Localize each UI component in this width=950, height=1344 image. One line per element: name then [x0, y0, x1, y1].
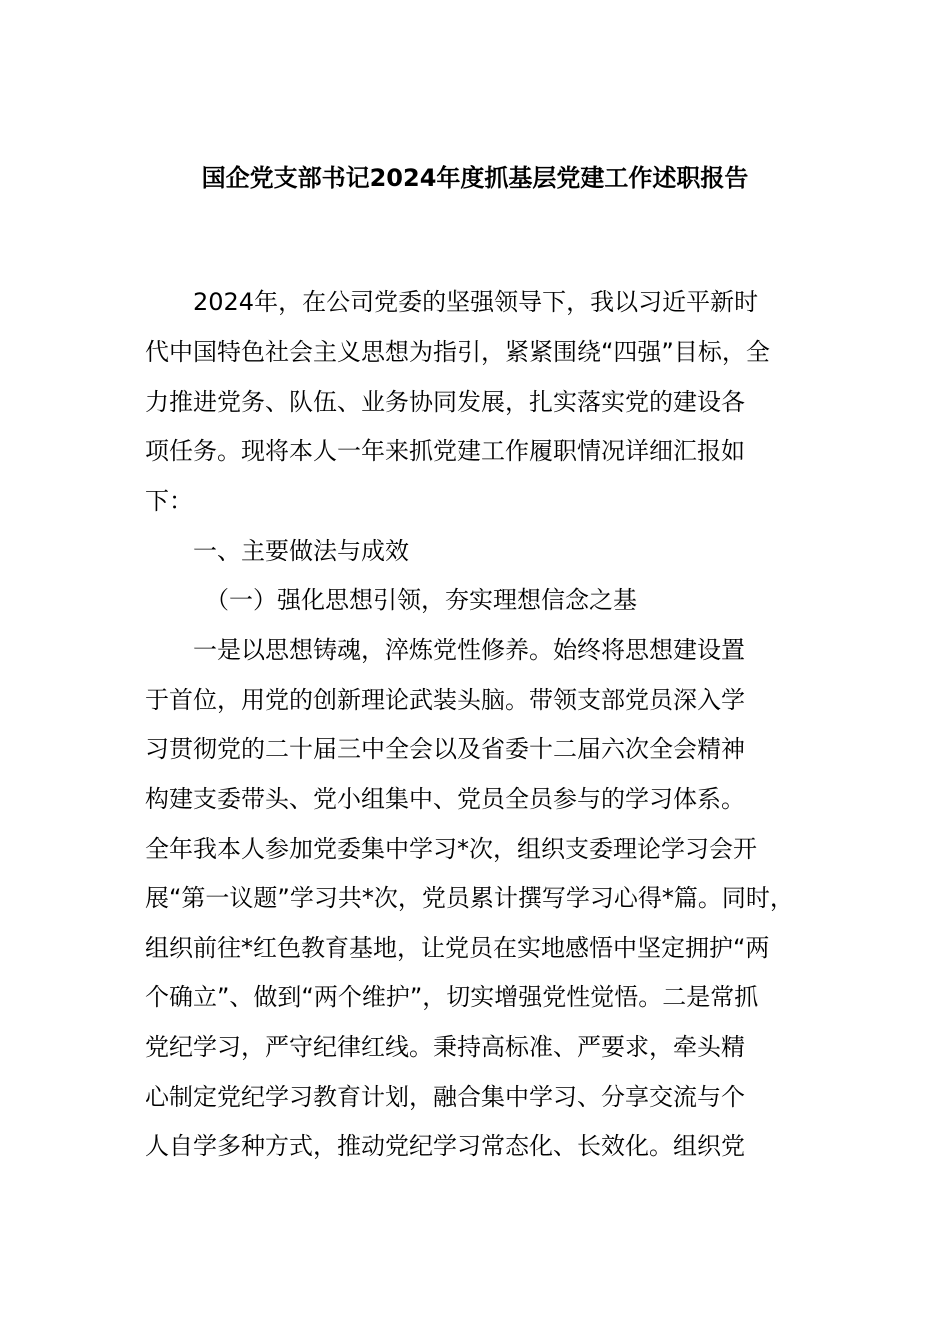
paragraph-line: 组织前往*红色教育基地，让党员在实地感悟中坚定拥护“两	[145, 934, 770, 962]
paragraph-line: 于首位，用党的创新理论武装头脑。带领支部党员深入学	[145, 686, 745, 714]
paragraph-line: 习贯彻党的二十届三中全会以及省委十二届六次全会精神	[145, 735, 745, 763]
paragraph-line: 代中国特色社会主义思想为指引，紧紧围绕“四强”目标，全	[145, 338, 770, 366]
paragraph-line: 下：	[145, 487, 193, 515]
paragraph-line: 展“第一议题”学习共*次，党员累计撰写学习心得*篇。同时，	[145, 884, 794, 912]
paragraph-line: 2024年，在公司党委的坚强领导下，我以习近平新时	[193, 288, 759, 316]
subsection-heading: （一）强化思想引领，夯实理想信念之基	[205, 586, 637, 614]
paragraph-line: 全年我本人参加党委集中学习*次，组织支委理论学习会开	[145, 835, 757, 863]
paragraph-line: 力推进党务、队伍、业务协同发展，扎实落实党的建设各	[145, 388, 745, 416]
paragraph-line: 个确立”、做到“两个维护”，切实增强党性觉悟。二是常抓	[145, 983, 759, 1011]
paragraph-line: 构建支委带头、党小组集中、党员全员参与的学习体系。	[145, 785, 745, 813]
paragraph-line: 人自学多种方式，推动党纪学习常态化、长效化。组织党	[145, 1132, 745, 1160]
paragraph-line: 党纪学习，严守纪律红线。秉持高标准、严要求，牵头精	[145, 1033, 745, 1061]
paragraph-line: 一是以思想铸魂，淬炼党性修养。始终将思想建设置	[193, 636, 745, 664]
section-heading: 一、主要做法与成效	[193, 537, 409, 565]
paragraph-line: 心制定党纪学习教育计划，融合集中学习、分享交流与个	[145, 1083, 745, 1111]
paragraph-line: 项任务。现将本人一年来抓党建工作履职情况详细汇报如	[145, 437, 745, 465]
document-title: 国企党支部书记2024年度抓基层党建工作述职报告	[201, 164, 749, 192]
